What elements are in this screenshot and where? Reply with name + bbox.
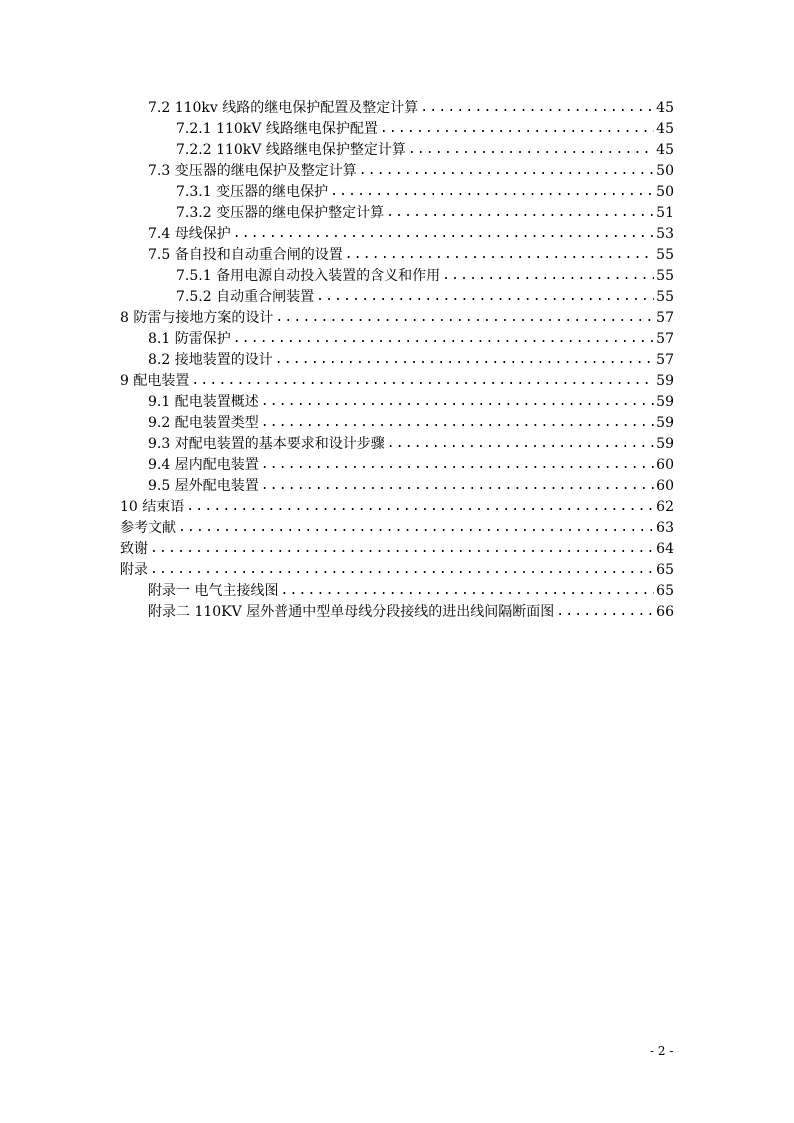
toc-entry-title: 7.4 母线保护 bbox=[148, 226, 231, 242]
toc-entry[interactable] bbox=[148, 411, 674, 432]
toc-entry-title: 附录 bbox=[120, 562, 148, 578]
toc-entry-title: 8 防雷与接地方案的设计 bbox=[120, 310, 274, 326]
toc-entry-page: 59 bbox=[656, 436, 674, 452]
toc-entry-title: 9.5 屋外配电装置 bbox=[148, 478, 259, 494]
toc-leader-dots bbox=[345, 246, 654, 264]
toc-leader-dots bbox=[386, 204, 654, 222]
toc-entry-title: 9 配电装置 bbox=[120, 373, 190, 389]
toc-leader-dots bbox=[261, 393, 654, 411]
toc-entry-title: 7.3.2 变压器的继电保护整定计算 bbox=[176, 205, 385, 221]
toc-entry-page: 59 bbox=[656, 394, 674, 410]
toc-entry-page: 66 bbox=[656, 604, 674, 620]
toc-leader-dots bbox=[330, 183, 654, 201]
toc-entry-page: 63 bbox=[656, 520, 674, 536]
toc-entry[interactable] bbox=[176, 138, 674, 159]
toc-leader-dots bbox=[556, 603, 654, 621]
toc-entry[interactable] bbox=[120, 495, 674, 516]
toc-entry[interactable] bbox=[148, 327, 674, 348]
toc-entry[interactable] bbox=[148, 243, 674, 264]
toc-entry-title: 7.5.1 备用电源自动投入装置的含义和作用 bbox=[176, 268, 441, 284]
toc-entry-page: 60 bbox=[656, 457, 674, 473]
toc-leader-dots bbox=[420, 99, 654, 117]
toc-entry-title: 10 结束语 bbox=[120, 499, 185, 515]
toc-entry[interactable] bbox=[176, 117, 674, 138]
toc-leader-dots bbox=[275, 351, 654, 369]
toc-entry-page: 57 bbox=[656, 352, 674, 368]
toc-leader-dots bbox=[191, 372, 654, 390]
toc-entry-page: 62 bbox=[656, 499, 674, 515]
toc-leader-dots bbox=[150, 540, 654, 558]
toc-entry-page: 57 bbox=[656, 331, 674, 347]
toc-entry-title: 9.4 屋内配电装置 bbox=[148, 457, 259, 473]
toc-entry-page: 59 bbox=[656, 415, 674, 431]
toc-entry-title: 7.2.1 110kV 线路继电保护配置 bbox=[176, 121, 378, 137]
toc-leader-dots bbox=[261, 477, 654, 495]
toc-entry-title: 9.1 配电装置概述 bbox=[148, 394, 259, 410]
toc-entry[interactable] bbox=[148, 222, 674, 243]
toc-entry-title: 附录二 110KV 屋外普通中型单母线分段接线的进出线间隔断面图 bbox=[148, 604, 555, 620]
toc-entry[interactable] bbox=[148, 453, 674, 474]
toc-entry-page: 45 bbox=[656, 142, 674, 158]
toc-entry-page: 55 bbox=[656, 289, 674, 305]
toc-leader-dots bbox=[233, 330, 654, 348]
toc-leader-dots bbox=[387, 435, 654, 453]
toc-entry-title: 8.2 接地装置的设计 bbox=[148, 352, 273, 368]
toc-entry[interactable] bbox=[176, 180, 674, 201]
toc-entry-page: 55 bbox=[656, 247, 674, 263]
toc-entry-title: 8.1 防雷保护 bbox=[148, 331, 231, 347]
toc-leader-dots bbox=[186, 498, 654, 516]
toc-entry-title: 致谢 bbox=[120, 541, 148, 557]
toc-entry-title: 7.2.2 110kV 线路继电保护整定计算 bbox=[176, 142, 406, 158]
toc-entry-page: 45 bbox=[656, 100, 674, 116]
toc-entry[interactable] bbox=[176, 201, 674, 222]
toc-entry-page: 45 bbox=[656, 121, 674, 137]
toc-entry-page: 50 bbox=[656, 184, 674, 200]
toc-entry-page: 60 bbox=[656, 478, 674, 494]
toc-entry-page: 65 bbox=[656, 583, 674, 599]
toc-entry[interactable] bbox=[120, 516, 674, 537]
toc-entry[interactable] bbox=[148, 600, 674, 621]
toc-leader-dots bbox=[408, 141, 654, 159]
toc-entry-page: 53 bbox=[656, 226, 674, 242]
toc-entry-title: 7.5.2 自动重合闸装置 bbox=[176, 289, 315, 305]
toc-entry-page: 51 bbox=[656, 205, 674, 221]
toc-entry-page: 55 bbox=[656, 268, 674, 284]
toc-entry[interactable] bbox=[148, 432, 674, 453]
toc-entry-title: 9.2 配电装置类型 bbox=[148, 415, 259, 431]
toc-entry[interactable] bbox=[148, 579, 674, 600]
toc-entry-title: 7.5 备自投和自动重合闸的设置 bbox=[148, 247, 343, 263]
toc-entry[interactable] bbox=[176, 264, 674, 285]
toc-entry-page: 59 bbox=[656, 373, 674, 389]
toc-entry-page: 57 bbox=[656, 310, 674, 326]
toc-entry[interactable] bbox=[148, 96, 674, 117]
toc-entry-title: 9.3 对配电装置的基本要求和设计步骤 bbox=[148, 436, 385, 452]
toc-leader-dots bbox=[380, 120, 654, 138]
toc-entry[interactable] bbox=[148, 159, 674, 180]
toc-entry[interactable] bbox=[120, 537, 674, 558]
toc-leader-dots bbox=[233, 225, 654, 243]
toc-leader-dots bbox=[261, 414, 654, 432]
toc-entry[interactable] bbox=[148, 390, 674, 411]
toc-entry-page: 50 bbox=[656, 163, 674, 179]
toc-entry-title: 附录一 电气主接线图 bbox=[148, 583, 279, 599]
toc-leader-dots bbox=[359, 162, 654, 180]
toc-leader-dots bbox=[442, 267, 654, 285]
toc-entry-title: 参考文献 bbox=[120, 520, 176, 536]
toc-entry-title: 7.3 变压器的继电保护及整定计算 bbox=[148, 163, 357, 179]
toc-entry-page: 64 bbox=[656, 541, 674, 557]
toc-leader-dots bbox=[261, 456, 654, 474]
toc-entry[interactable] bbox=[148, 474, 674, 495]
toc-entry[interactable] bbox=[120, 558, 674, 579]
toc-entry[interactable] bbox=[176, 285, 674, 306]
toc-leader-dots bbox=[316, 288, 654, 306]
toc-leader-dots bbox=[275, 309, 654, 327]
toc-leader-dots bbox=[280, 582, 654, 600]
toc-entry-title: 7.3.1 变压器的继电保护 bbox=[176, 184, 329, 200]
toc-leader-dots bbox=[178, 519, 654, 537]
toc-entry-page: 65 bbox=[656, 562, 674, 578]
page-number: - 2 - bbox=[650, 1044, 674, 1058]
toc-entry-title: 7.2 110kv 线路的继电保护配置及整定计算 bbox=[148, 100, 419, 116]
toc-leader-dots bbox=[150, 561, 654, 579]
toc-entry[interactable] bbox=[120, 306, 674, 327]
toc-entry[interactable] bbox=[148, 348, 674, 369]
toc-entry[interactable] bbox=[120, 369, 674, 390]
